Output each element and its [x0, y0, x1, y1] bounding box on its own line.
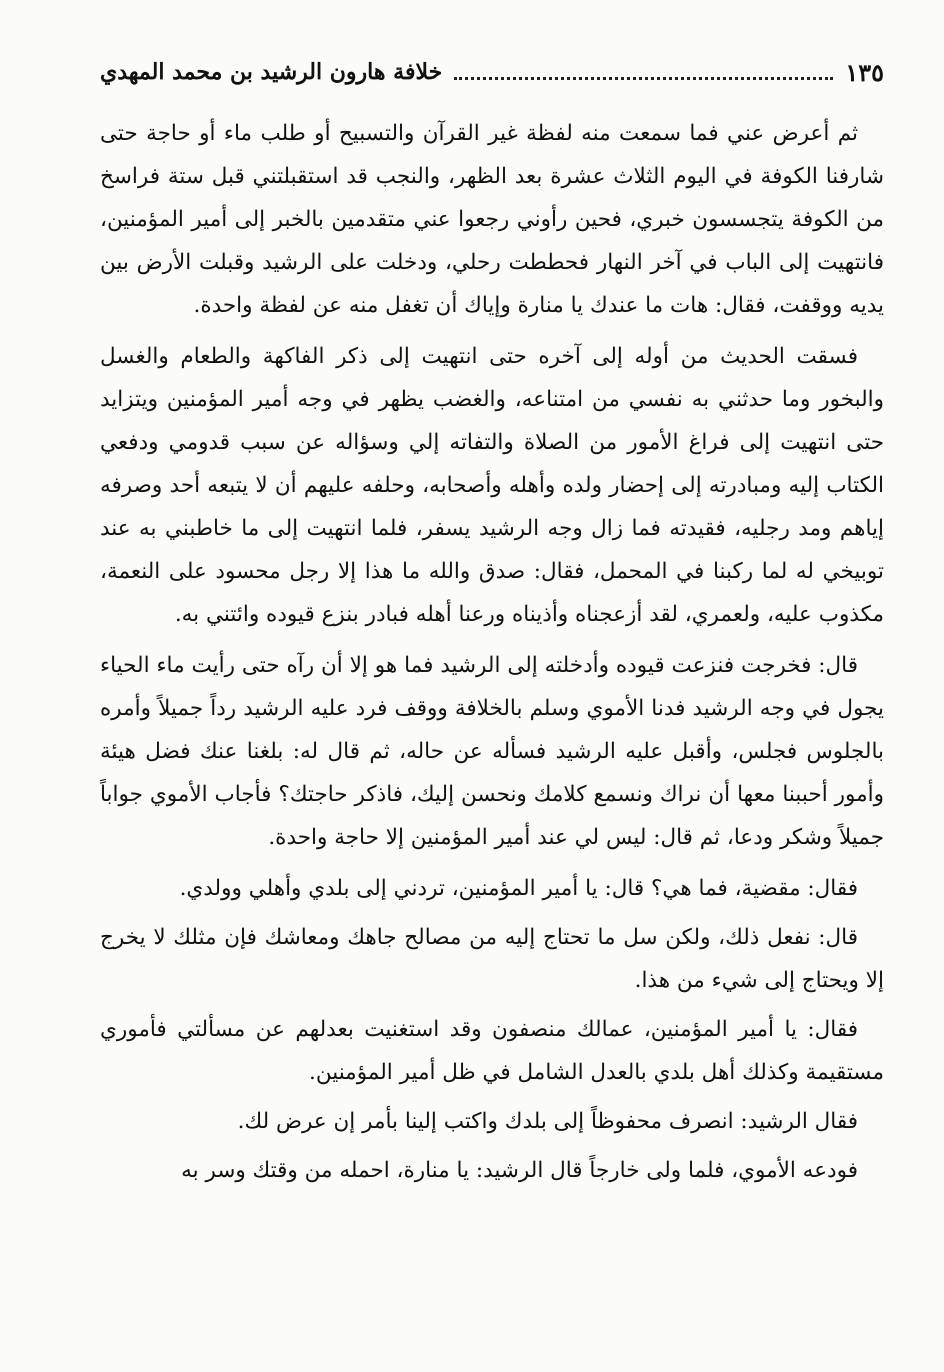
page-number: ١٣٥ [845, 57, 884, 87]
running-title: خلافة هارون الرشيد بن محمد المهدي [100, 59, 443, 85]
paragraph: ثم أعرض عني فما سمعت منه لفظة غير القرآن والتسبيح أو طلب ماء أو حاجة حتى شارفنا الكوفة في اليوم الثلاث عشرة بعد الظهر، والنجب قد استقبلتني قبل ستة فراسخ من الكوفة يتجسسون خبري، فحين رأوني رجعوا عني متقدمين بالخبر إلى أمير المؤمنين، فانتهيت إلى الباب في آخر النهار فحططت رحلي، ودخلت على الرشيد وقبلت الأرض بين يديه ووقفت، فقال: هات ما عندك يا منارة وإياك أن تغفل منه عن لفظة واحدة. [100, 121, 884, 318]
paragraph: فودعه الأموي، فلما ولى خارجاً قال الرشيد: يا منارة، احمله من وقتك وسر به [181, 1158, 858, 1183]
page-header [100, 52, 884, 92]
paragraph: فقال: مقضية، فما هي؟ قال: يا أمير المؤمنين، تردني إلى بلدي وأهلي وولدي. [179, 876, 858, 901]
paragraph: قال: فخرجت فنزعت قيوده وأدخلته إلى الرشيد فما هو إلا أن رآه حتى رأيت ماء الحياء يجول في وجه الرشيد فدنا الأموي وسلم بالخلافة ووقف فرد عليه الرشيد رداً جميلاً وأمره بالجلوس فجلس، وأقبل عليه الرشيد فسأله عن حاله، ثم قال له: بلغنا عنك فضل هيئة وأمور أحببنا معها أن نراك ونسمع كلامك ونحسن إليك، فاذكر حاجتك؟ فأجاب الأموي جواباً جميلاً وشكر ودعا، ثم قال: ليس لي عند أمير المؤمنين إلا حاجة واحدة. [100, 653, 884, 850]
body-text [100, 112, 884, 1198]
paragraph: فقال: يا أمير المؤمنين، عمالك منصفون وقد استغنيت بعدلهم عن مسألتي فأموري مستقيمة وكذلك أهل بلدي بالعدل الشامل في ظل أمير المؤمنين. [100, 1017, 884, 1085]
dotted-leader [454, 77, 833, 80]
paragraph: فقال الرشيد: انصرف محفوظاً إلى بلدك واكتب إلينا بأمر إن عرض لك. [237, 1109, 858, 1134]
paragraph: قال: نفعل ذلك، ولكن سل ما تحتاج إليه من مصالح جاهك ومعاشك فإن مثلك لا يخرج إلا ويحتاج إلى شيء من هذا. [100, 925, 884, 993]
paragraph: فسقت الحديث من أوله إلى آخره حتى انتهيت إلى ذكر الفاكهة والطعام والغسل والبخور وما حدثني به نفسي من امتناعه، والغضب يظهر في وجه أمير المؤمنين ويتزايد حتى انتهيت إلى فراغ الأمور من الصلاة والتفاته إلي وسؤاله عن سبب قدومي ودفعي الكتاب إليه ومبادرته إلى إحضار ولده وأهله وأصحابه، وحلفه عليهم أن لا يتبعه أحد وصرفه إياهم ومد رجليه، فقيدته فما زال وجه الرشيد يسفر، فلما انتهيت إلى ما خاطبني به عند توبيخي له لما ركبنا في المحمل، فقال: صدق والله ما هذا إلا رجل محسود على النعمة، مكذوب عليه، ولعمري، لقد أزعجناه وأذيناه ورعنا أهله فبادر بنزع قيوده وائتني به. [100, 344, 884, 627]
